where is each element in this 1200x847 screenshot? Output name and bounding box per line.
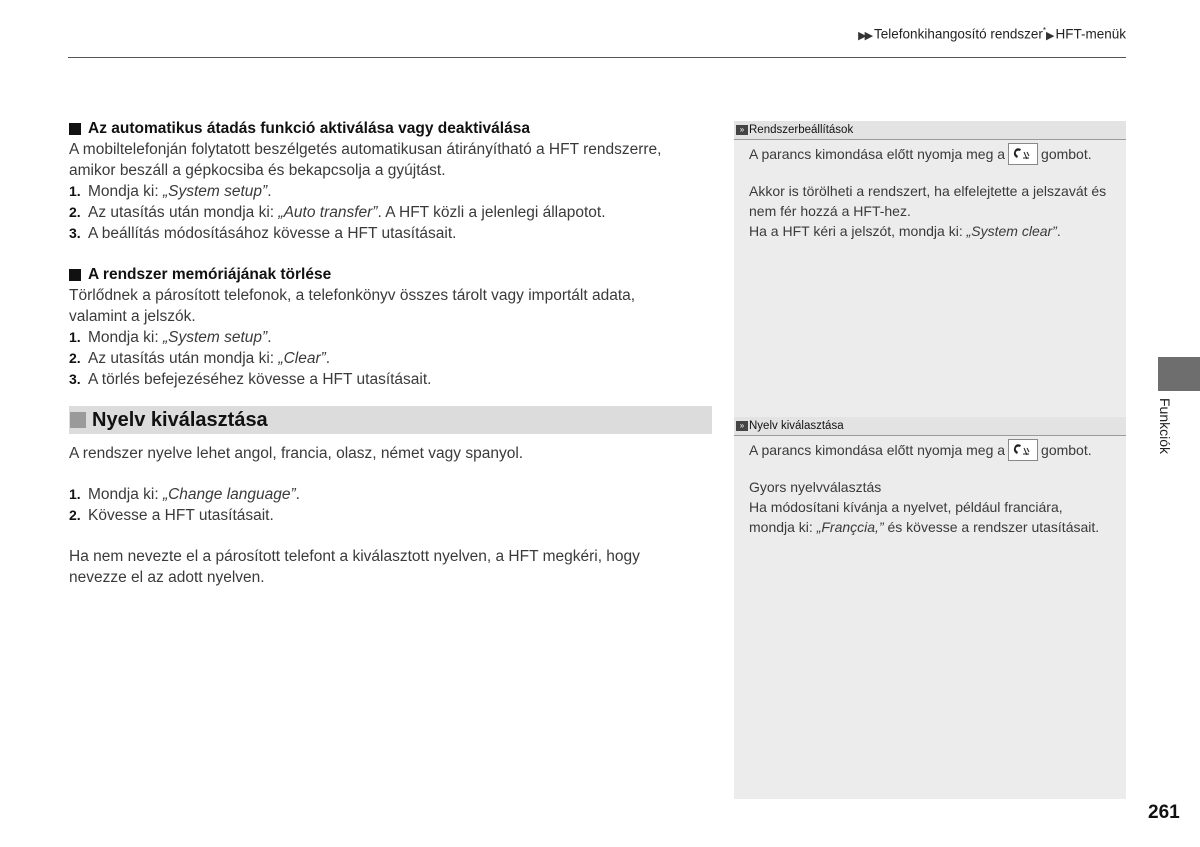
step-text: Kövesse a HFT utasításait. [88, 507, 274, 524]
step-text: Az utasítás után mondja ki: [88, 204, 279, 221]
step-number: 1. [69, 329, 81, 345]
section-title-bar [69, 406, 712, 434]
step-text: . [295, 486, 300, 503]
note-paragraph: Akkor is törölheti a rendszert, ha elfelejtette a jelszavát és [749, 183, 1107, 200]
note-text: mondja ki: [749, 519, 817, 536]
paragraph: A rendszer nyelve lehet angol, francia, olasz, német vagy spanyol. [69, 445, 524, 462]
note-text: A parancs kimondása előtt nyomja meg a [749, 442, 1006, 458]
heading-text: A rendszer memóriájának törlése [88, 266, 332, 283]
note-reference-icon: » [736, 421, 748, 431]
voice-command: „Françcia,” [816, 519, 884, 536]
step-number: 2. [69, 350, 81, 366]
note-text: és kövesse a rendszer utasításait. [883, 519, 1100, 536]
note-paragraph: nem fér hozzá a HFT-hez. [749, 203, 911, 220]
step-text: Mondja ki: [88, 329, 163, 346]
note-text: . [1056, 223, 1061, 240]
step-item [69, 327, 709, 348]
step-text: Mondja ki: [88, 486, 163, 503]
page-number: 261 [1148, 802, 1180, 823]
breadcrumb-arrow-icon: ▶ [1046, 29, 1053, 42]
step-number: 2. [69, 204, 81, 220]
step-item [69, 223, 709, 244]
step-number: 1. [69, 486, 81, 502]
step-item [69, 202, 709, 223]
step-number: 3. [69, 371, 81, 387]
talk-phone-button-icon [1008, 143, 1038, 165]
step-item [69, 369, 709, 390]
step-item [69, 181, 709, 202]
step-text: A beállítás módosításához kövesse a HFT utasításait. [88, 225, 457, 242]
note-paragraph: Ha módosítani kívánja a nyelvet, például franciára, [749, 499, 1063, 516]
step-text: Az utasítás után mondja ki: [88, 350, 279, 367]
step-item [69, 348, 709, 369]
heading-text: Az automatikus átadás funkció aktiválása vagy deaktiválása [88, 120, 530, 137]
note-language [734, 417, 1126, 537]
talk-phone-button-icon [1008, 439, 1038, 461]
note-text: A parancs kimondása előtt nyomja meg a [749, 146, 1006, 162]
step-item [69, 505, 709, 526]
note-paragraph: Gyors nyelvválasztás [749, 479, 882, 496]
note-text: Ha a HFT kéri a jelszót, mondja ki: [749, 223, 967, 240]
header-divider [68, 57, 1126, 58]
section-heading-memory-clear [69, 264, 709, 285]
step-item [69, 484, 709, 505]
paragraph: Ha nem nevezte el a párosított telefont a kiválasztott nyelven, a HFT megkéri, hogy [69, 548, 640, 565]
voice-command: „System clear” [966, 223, 1057, 240]
note-system-settings [734, 121, 1126, 241]
sidebar-notes [734, 121, 1126, 799]
note-paragraph [749, 221, 1112, 241]
voice-command: „System setup” [162, 329, 268, 346]
step-number: 2. [69, 507, 81, 523]
square-bullet-icon [69, 269, 81, 281]
note-paragraph [749, 440, 1112, 462]
main-content [69, 118, 709, 588]
paragraph: A mobiltelefonján folytatott beszélgetés automatikusan átirányítható a HFT rendszerre, [69, 141, 662, 158]
square-bullet-icon [69, 123, 81, 135]
note-paragraph [749, 517, 1112, 537]
voice-command: „Auto transfer” [278, 204, 378, 221]
step-text: Mondja ki: [88, 183, 163, 200]
voice-command: „Clear” [278, 350, 326, 367]
paragraph: Törlődnek a párosított telefonok, a telefonkönyv összes tárolt vagy importált adata, [69, 287, 636, 304]
note-text: gombot. [1041, 442, 1092, 458]
step-text: A törlés befejezéséhez kövesse a HFT utasításait. [88, 371, 432, 388]
breadcrumb-item-1[interactable]: Telefonkihangosító rendszer [874, 26, 1043, 42]
paragraph: valamint a jelszók. [69, 308, 196, 325]
breadcrumb-star: * [1042, 26, 1047, 35]
voice-command: „Change language” [162, 486, 296, 503]
breadcrumb-item-2[interactable]: HFT-menük [1055, 26, 1126, 42]
step-text: . [325, 350, 331, 367]
chapter-tab[interactable] [1158, 357, 1200, 391]
note-text: gombot. [1041, 146, 1092, 162]
note-reference-icon: » [736, 125, 748, 135]
note-title[interactable]: Rendszerbeállítások [749, 124, 854, 136]
square-bullet-icon [70, 412, 86, 428]
step-text: . A HFT közli a jelenlegi állapotot. [377, 204, 606, 221]
breadcrumb [858, 26, 1126, 42]
step-text: . [267, 183, 272, 200]
step-number: 1. [69, 183, 81, 199]
note-title[interactable]: Nyelv kiválasztása [749, 420, 844, 432]
paragraph: amikor beszáll a gépkocsiba és bekapcsolja a gyújtást. [69, 162, 446, 179]
note-header [734, 121, 1126, 140]
section-title: Nyelv kiválasztása [92, 408, 268, 431]
chapter-tab-label: Funkciók [1157, 398, 1173, 455]
note-header [734, 417, 1126, 436]
voice-command: „System setup” [162, 183, 268, 200]
paragraph: nevezze el az adott nyelven. [69, 569, 265, 586]
step-number: 3. [69, 225, 81, 241]
note-paragraph [749, 144, 1112, 166]
breadcrumb-arrow-icon: ▶▶ [858, 29, 872, 42]
section-heading-auto-transfer [69, 118, 709, 139]
step-text: . [267, 329, 272, 346]
